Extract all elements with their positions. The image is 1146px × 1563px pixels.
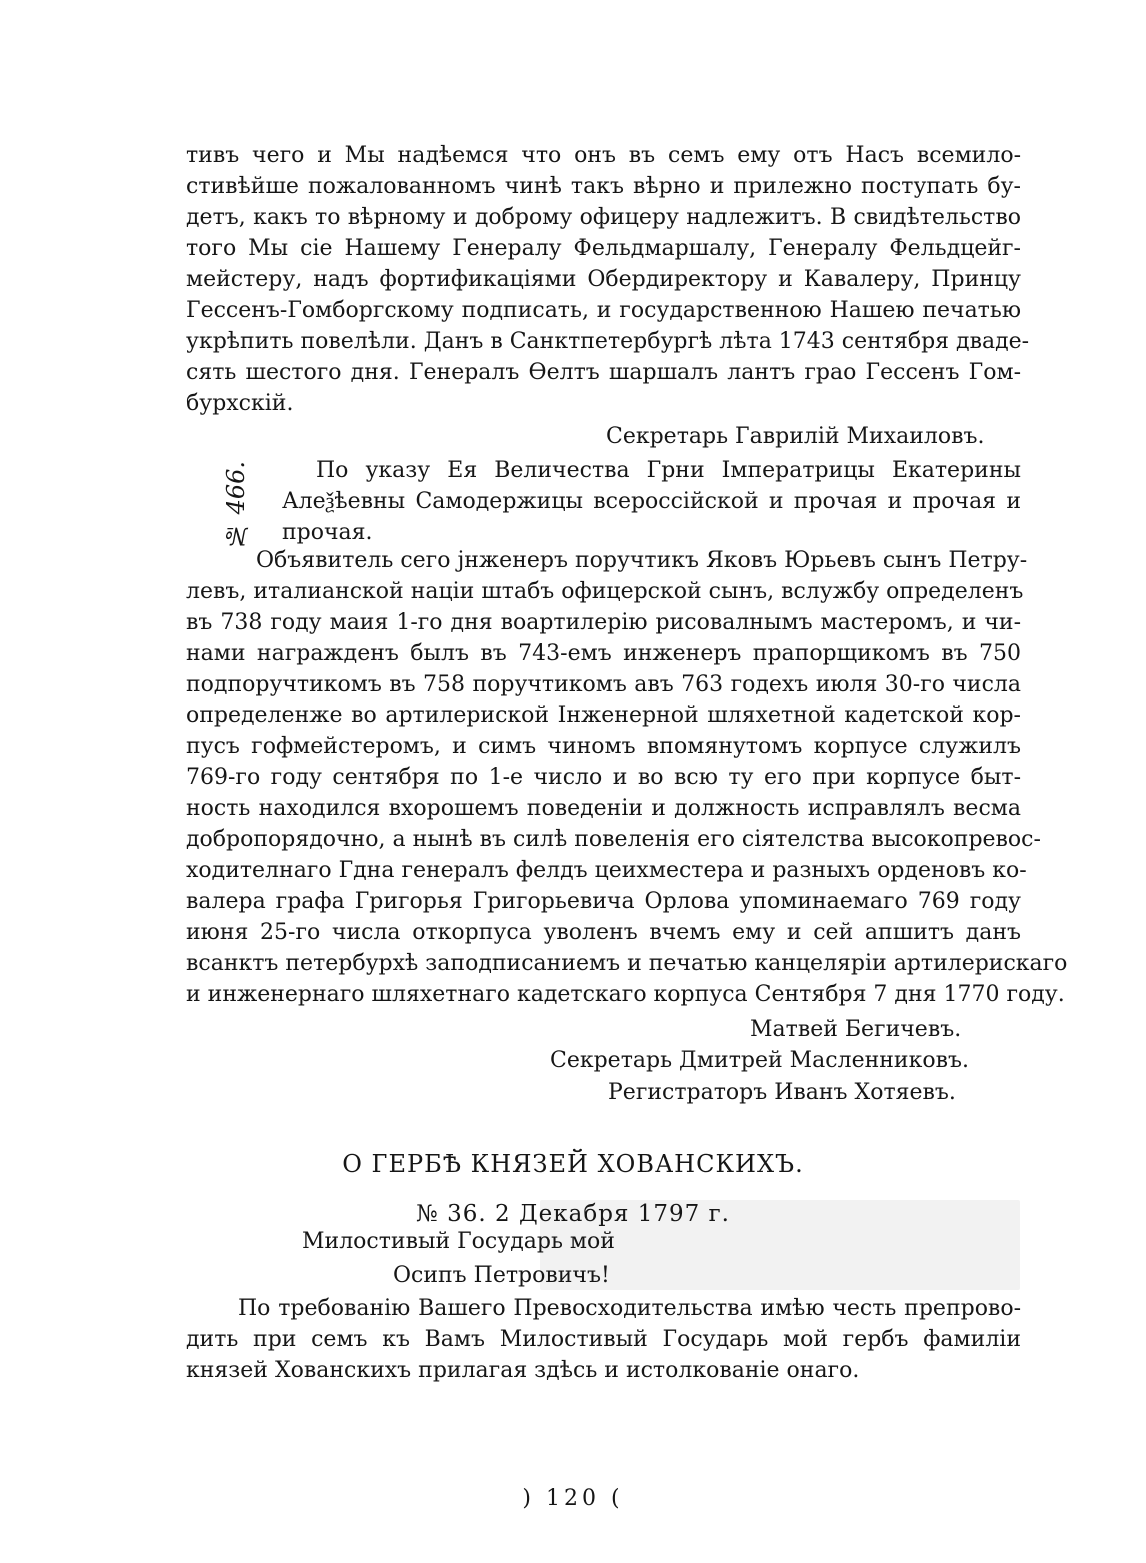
text-line: подпоручтикомъ въ 758 поручтикомъ авъ 763 годехъ июля 30-го числа bbox=[186, 672, 1021, 697]
text-line: определенже во артилериской Інженерной шляхетной кадетской кор- bbox=[186, 703, 1021, 728]
salutation-line: Осипъ Петровичъ! bbox=[393, 1263, 610, 1288]
salutation-line: Милостивый Государь мой bbox=[302, 1229, 615, 1254]
text-line: пусъ гофмейстеромъ, и симъ чиномъ впомянутомъ корпусе служилъ bbox=[186, 734, 1021, 759]
text-line: бурхскій. bbox=[186, 391, 294, 416]
paragraph-royal-patent bbox=[186, 140, 1030, 419]
text-line: всанктъ петербурхѣ заподписаниемъ и печатью канцелярiи артилерискаго bbox=[186, 951, 1068, 976]
signature-registrar-khotyaev: Регистраторъ Иванъ Хотяевъ. bbox=[608, 1080, 956, 1105]
text-line: левъ, италианской нацiи штабъ офицерской сынъ, вслужбу определенъ bbox=[186, 579, 1024, 604]
paragraph-coat-of-arms-letter bbox=[186, 1293, 1021, 1386]
text-line: нами награжденъ былъ въ 743-емъ инженеръ прапорщикомъ въ 750 bbox=[186, 641, 1021, 666]
text-line: валера графа Григорья Григорьевича Орлова упоминаемаго 769 году bbox=[186, 889, 1021, 914]
text-line: По требованію Вашего Превосходительства имѣю честь препрово- bbox=[238, 1296, 1021, 1321]
page-number: ) 120 ( bbox=[522, 1486, 624, 1511]
text-line: стивѣйше пожалованномъ чинѣ такъ вѣрно и прилежно поступать бу- bbox=[186, 174, 1021, 199]
text-line: Гессенъ-Гомборгскому подписать, и государственною Нашею печатью bbox=[186, 298, 1021, 323]
signature-begichev: Матвей Бегичевъ. bbox=[750, 1017, 962, 1042]
signature-secretary-mikhailov: Секретарь Гаврилій Михаиловъ. bbox=[606, 424, 985, 449]
text-line: того Мы сіе Нашему Генералу Фельдмаршалу, Генералу Фельдцейг- bbox=[186, 236, 1021, 261]
text-line: въ 738 году маия 1-го дня воартилерiю рисовалнымъ мастеромъ, и чи- bbox=[186, 610, 1021, 635]
text-line: прочая. bbox=[282, 520, 373, 545]
text-line: Объявитель сего јнженеръ поручтикъ Яковъ Юрьевъ сынъ Петру- bbox=[256, 548, 1028, 573]
text-line: укрѣпить повелѣли. Данъ в Санктпетербургѣ лѣта 1743 сентября дваде- bbox=[186, 329, 1030, 354]
text-line: июня 25-го числа откорпуса уволенъ вчемъ ему и сей апшитъ данъ bbox=[186, 920, 1021, 945]
margin-document-number: № 466. bbox=[222, 460, 250, 550]
text-line: 769-го году сентября по 1-е число и во всю ту его при корпусе быт- bbox=[186, 765, 1021, 790]
text-line: ность находился вхорошемъ поведенiи и должность исправлялъ весма bbox=[186, 796, 1021, 821]
text-line: По указу Ея Величества Грни Імператрицы Екатерины bbox=[316, 458, 1021, 483]
text-line: дить при семъ къ Вамъ Милостивый Государь мой гербъ фамиліи bbox=[186, 1327, 1021, 1352]
text-line: сять шестого дня. Генералъ Ѳелтъ шаршалъ лантъ грао Гессенъ Гом- bbox=[186, 360, 1021, 385]
paragraph-service-record bbox=[186, 545, 1068, 1010]
text-line: Алеѯѣевны Самодержицы всероссійской и прочая и прочая и bbox=[282, 489, 1021, 514]
text-line: тивъ чего и Мы надѣемся что онъ въ семъ ему отъ Насъ всемило- bbox=[186, 143, 1021, 168]
signature-secretary-maslennikov: Секретарь Дмитрей Масленниковъ. bbox=[550, 1048, 969, 1073]
text-line: мейстеру, надъ фортификацiями Обердиректору и Кавалеру, Принцу bbox=[186, 267, 1021, 292]
text-line: и инженернаго шляхетнаго кадетскаго корпуса Сентября 7 дня 1770 году. bbox=[186, 982, 1065, 1007]
text-line: детъ, какъ то вѣрному и доброму офицеру надлежитъ. В свидѣтельство bbox=[186, 205, 1021, 230]
section-title: О ГЕРБѢ КНЯЗЕЙ ХОВАНСКИХЪ. bbox=[342, 1150, 804, 1178]
section-subtitle: № 36. 2 Декабря 1797 г. bbox=[416, 1201, 730, 1227]
text-line: князей Хованскихъ прилагая здѣсь и истолкованіе онаго. bbox=[186, 1358, 860, 1383]
paragraph-decree-heading bbox=[282, 455, 1021, 548]
text-line: добропорядочно, а нынѣ въ силѣ повеленiя его сiятелства высокопревос- bbox=[186, 827, 1041, 852]
text-line: ходителнаго Гдна генералъ фелдъ цеихместера и разныхъ орденовъ ко- bbox=[186, 858, 1027, 883]
